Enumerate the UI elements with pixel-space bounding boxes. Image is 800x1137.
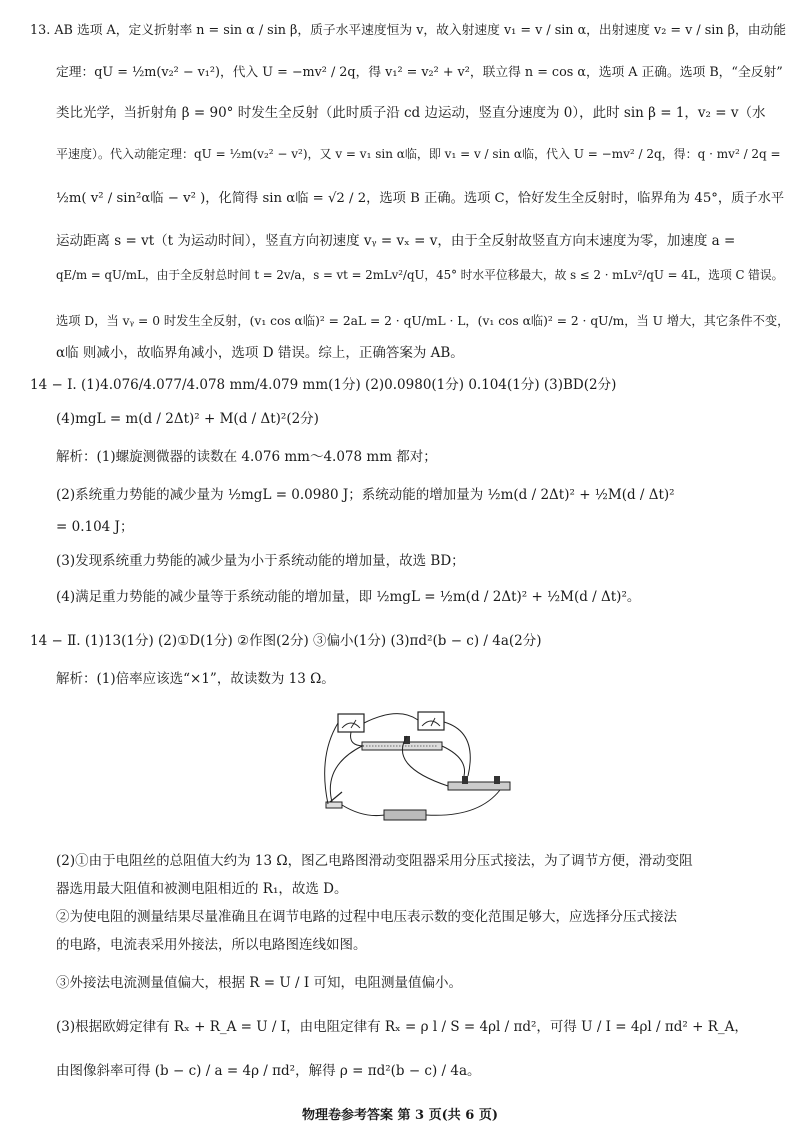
q13-line-5: ½m( v² / sin²α临 − v² )，化简得 sin α临 = √2 / 2，选项 B 正确。选项 C，恰好发生全反射时，临界角为 45°，质子水平 <box>56 191 785 206</box>
q14-1-analysis-2: (2)系统重力势能的减少量为 ½mgL = 0.0980 J；系统动能的增加量为 ½m(d / 2Δt)² + ½M(d / Δt)² <box>56 487 675 503</box>
q14-2-analysis-4: ②为使电阻的测量结果尽量准确且在调节电路的过程中电压表示数的变化范围足够大，应选择分压式接法 <box>56 909 677 925</box>
q13-line-7: qE/m = qU/mL，由于全反射总时间 t = 2v/a，s = vt = 2mLv²/qU，45° 时水平位移最大，故 s ≤ 2 · mLv²/qU = 4L，选项 C 错误。 <box>56 268 784 282</box>
q14-1-analysis-3: = 0.104 J； <box>56 519 134 535</box>
q14-1-answer-line-2: (4)mgL = m(d / 2Δt)² + M(d / Δt)²(2分) <box>56 411 319 427</box>
q13-line-1: 13. AB 选项 A，定义折射率 n = sin α / sin β，质子水平速度恒为 v，故入射速度 v₁ = v / sin α，出射速度 v₂ = v / sin β，由动能 <box>30 23 786 38</box>
q14-2-analysis-7: (3)根据欧姆定律有 Rₓ + R_A = U / I，由电阻定律有 Rₓ = ρ l / S = 4ρl / πd²，可得 U / I = 4ρl / πd² + R_A， <box>56 1019 748 1035</box>
voltmeter-icon <box>338 714 364 732</box>
q14-2-analysis-8: 由图像斜率可得 (b − c) / a = 4ρ / πd²，解得 ρ = πd²(b − c) / 4a。 <box>56 1063 481 1079</box>
q14-1-answer-line-1: 14 − Ⅰ. (1)4.076/4.077/4.078 mm/4.079 mm(1分) (2)0.0980(1分) 0.104(1分) (3)BD(2分) <box>30 377 617 393</box>
q13-line-2: 定理：qU = ½m(v₂² − v₁²)，代入 U = −mv² / 2q，得 v₁² = v₂² + v²，联立得 n = cos α，选项 A 正确。选项 B，“全反射” <box>56 65 783 80</box>
q14-1-analysis-5: (4)满足重力势能的减少量等于系统动能的增加量，即 ½mgL = ½m(d / 2Δt)² + ½M(d / Δt)²。 <box>56 589 641 605</box>
q14-2-analysis-3: 器选用最大阻值和被测电阻相近的 R₁，故选 D。 <box>56 881 348 897</box>
q14-2-analysis-5: 的电路，电流表采用外接法，所以电路图连线如图。 <box>56 937 367 953</box>
q13-line-8: 选项 D，当 vᵧ = 0 时发生全反射，(v₁ cos α临)² = 2aL = 2 · qU/mL · L，(v₁ cos α临)² = 2 · qU/m，当 U 增大，其它条件不变， <box>56 314 790 328</box>
q14-1-analysis-1: 解析：(1)螺旋测微器的读数在 4.076 mm～4.078 mm 都对； <box>56 449 437 465</box>
q13-line-4: 平速度）。代入动能定理：qU = ½m(v₂² − v²)，又 v = v₁ sin α临，即 v₁ = v / sin α临，代入 U = −mv² / 2q，得：q · mv² / 2q = <box>56 147 781 161</box>
q13-line-9: α临 则减小，故临界角减小，选项 D 错误。综上，正确答案为 AB。 <box>56 345 464 361</box>
q13-line-6: 运动距离 s = vt（t 为运动时间），竖直方向初速度 vᵧ = vₓ = v，由于全反射故竖直方向末速度为零，加速度 a = <box>56 233 736 249</box>
battery-icon <box>384 810 426 820</box>
q14-2-analysis-1: 解析：(1)倍率应该选“×1”，故读数为 13 Ω。 <box>56 671 335 687</box>
ammeter-icon <box>418 712 444 730</box>
q14-2-analysis-2: (2)①由于电阻丝的总阻值大约为 13 Ω，图乙电路图滑动变阻器采用分压式接法，为了调节方便，滑动变阻 <box>56 853 693 869</box>
page-footer: 物理卷参考答案 第 3 页(共 6 页) <box>301 1108 499 1123</box>
q14-2-analysis-6: ③外接法电流测量值偏大，根据 R = U / I 可知，电阻测量值偏小。 <box>56 975 462 991</box>
circuit-diagram <box>318 706 528 836</box>
q14-1-analysis-4: (3)发现系统重力势能的减少量为小于系统动能的增加量，故选 BD； <box>56 553 465 569</box>
q13-line-3: 类比光学，当折射角 β = 90° 时发生全反射（此时质子沿 cd 边运动，竖直分速度为 0），此时 sin β = 1，v₂ = v（水 <box>56 105 766 121</box>
q14-2-answer-line: 14 − Ⅱ. (1)13(1分) (2)①D(1分) ②作图(2分) ③偏小(1分) (3)πd²(b − c) / 4a(2分) <box>30 633 542 649</box>
